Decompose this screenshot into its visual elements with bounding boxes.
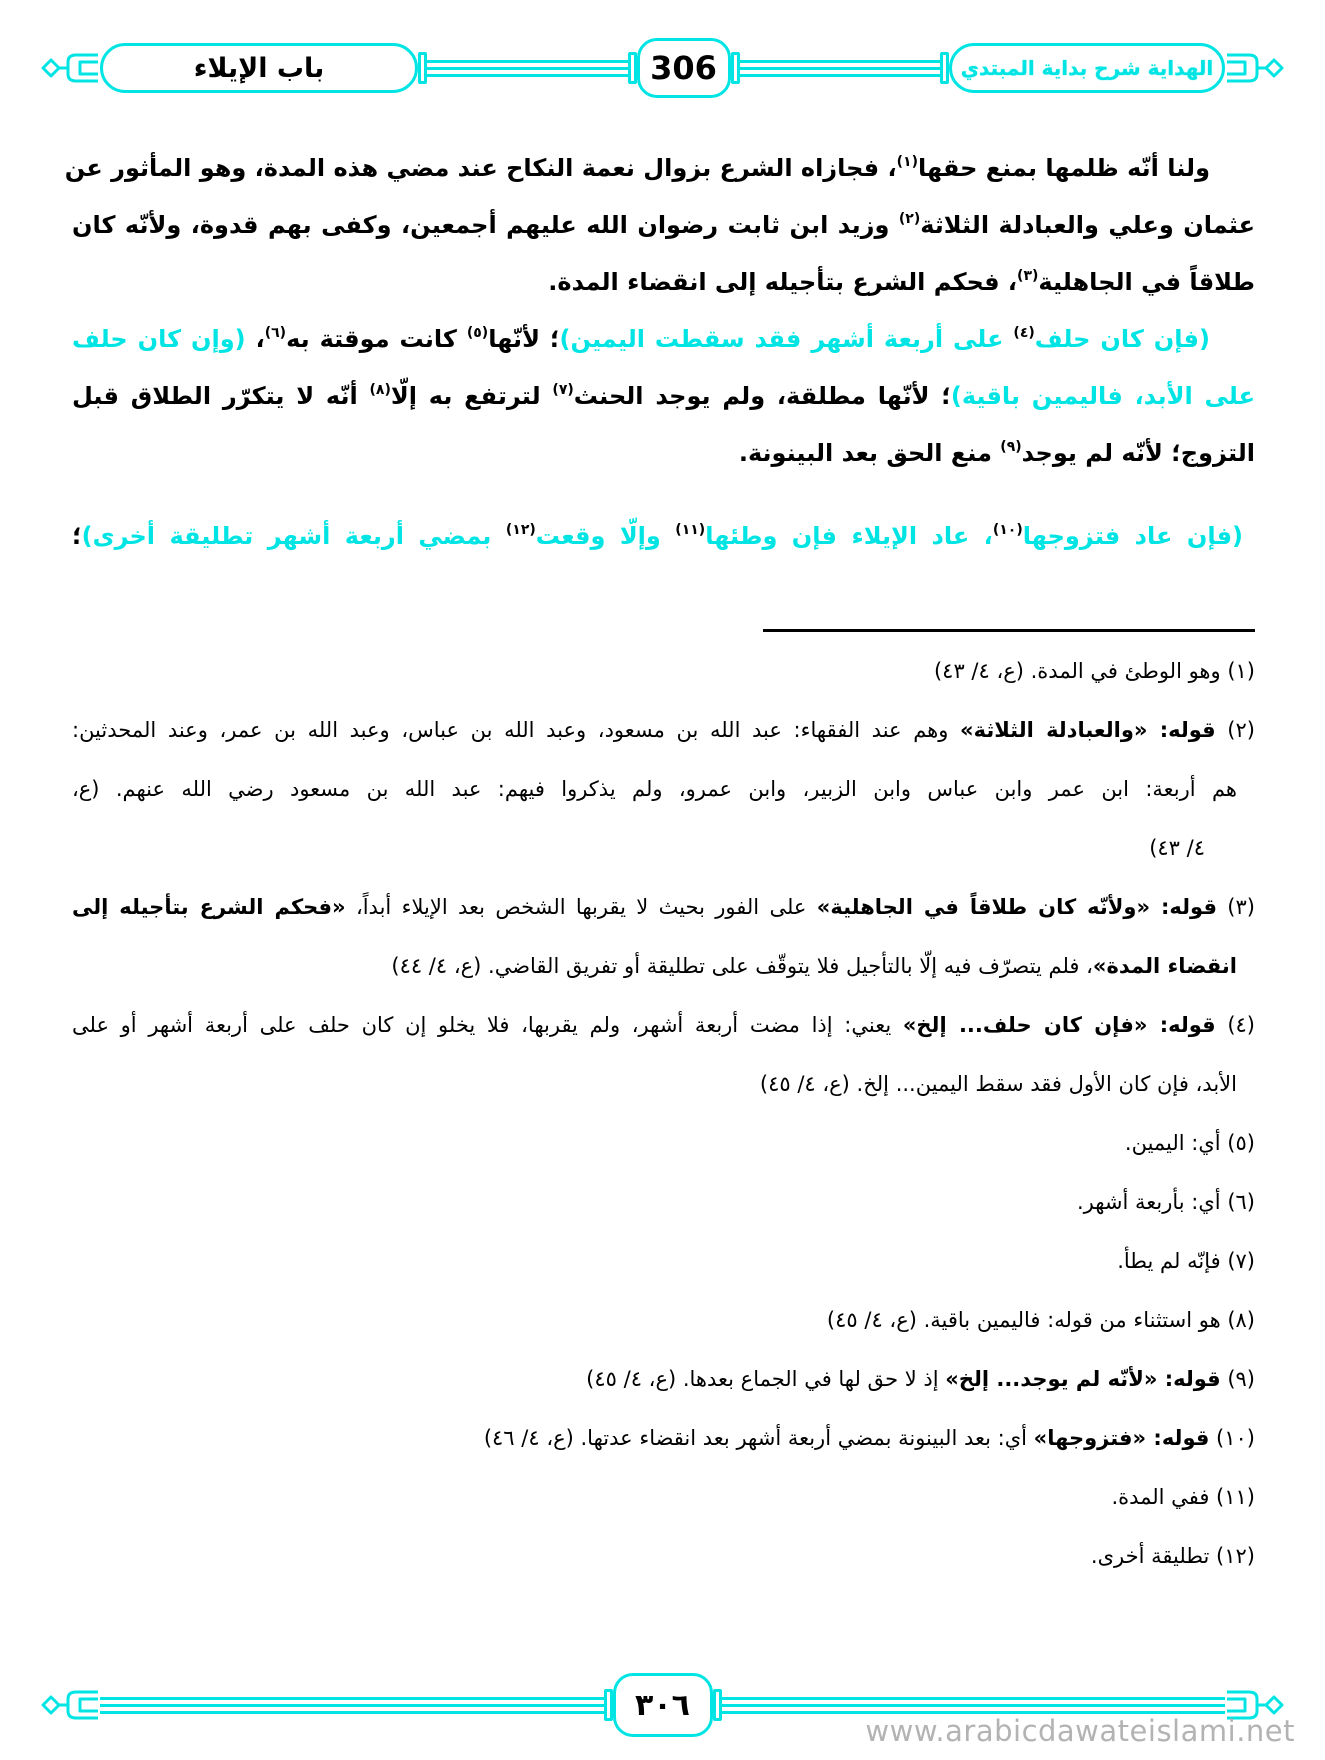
text-run: على الأبد، فاليمين باقية): [950, 382, 1255, 410]
text-run: وإلّا وقعت: [535, 522, 676, 550]
header-band: [40, 36, 1285, 100]
footnote-ref-marker: (٣): [1017, 268, 1039, 284]
text-run: التزوج؛ لأنّه لم يوجد: [1021, 439, 1255, 467]
footnote-divider: [763, 629, 1255, 632]
footnote-ref-marker: (٥): [466, 325, 489, 341]
text-run: قوله: «والعبادلة الثلاثة»: [960, 718, 1216, 742]
header-rule-left: [418, 36, 637, 100]
text-run: (١٢) تطليقة أخرى.: [1090, 1544, 1255, 1568]
text-run: (٥) أي: اليمين.: [1124, 1131, 1255, 1155]
text-run: ؛ لأنّها: [488, 325, 560, 353]
text-run: (٨) هو استثناء من قوله: فاليمين باقية. (ع، ٤/ ٤٥): [826, 1308, 1255, 1332]
footnote-ref-marker: (٧): [552, 382, 574, 398]
chapter-title: باب الإيلاء: [193, 52, 325, 84]
text-run: (٢): [1215, 718, 1255, 742]
matn-line: [72, 425, 1255, 482]
text-run: على أربعة أشهر فقد سقطت اليمين): [559, 325, 1014, 353]
text-run: (١١) ففي المدة.: [1111, 1485, 1255, 1509]
main-text: [64, 140, 1256, 565]
header-right-end-ornament: [1225, 43, 1285, 93]
footnote-line: [72, 760, 1255, 819]
text-run: ، فحكم الشرع بتأجيله إلى انقضاء المدة.: [548, 268, 1018, 296]
text-run: إذ لا حق لها في الجماع بعدها. (ع، ٤/ ٤٥): [586, 1367, 946, 1391]
footnote-line: [72, 878, 1255, 937]
triple-rule: [740, 60, 941, 77]
footnotes: [72, 642, 1255, 1586]
text-run: (فإن كان حلف: [1034, 325, 1210, 353]
footnote-ref-marker: (١٠): [992, 522, 1023, 538]
footer-left-end-ornament: [40, 1680, 100, 1730]
text-run: ، فجازاه الشرع بزوال نعمة النكاح عند مضي هذه المدة، وهو المأثور عن: [64, 154, 897, 182]
triple-rule: [427, 60, 628, 77]
footnote-ref-marker: (٦): [264, 325, 287, 341]
text-run: يعني: إذا مضت أربعة أشهر، ولم يقربها، فلا يخلو إن كان حلف على أربعة أشهر أو على: [72, 1013, 903, 1037]
text-run: (١) وهو الوطئ في المدة. (ع، ٤/ ٤٣): [933, 659, 1255, 683]
footnote-line: [72, 1350, 1255, 1409]
footnote-line: [72, 1055, 1255, 1114]
rule-clamp: [604, 1689, 613, 1721]
text-run: كانت موقتة به: [286, 325, 467, 353]
text-run: ، فلم يتصرّف فيه إلّا بالتأجيل فلا يتوقّف على تطليقة أو تفريق القاضي. (ع، ٤/ ٤٤): [391, 954, 1093, 978]
triple-rule: [100, 1697, 604, 1714]
footnote-line: [72, 1232, 1255, 1291]
rule-clamp: [418, 52, 427, 84]
text-run: ، عاد الإيلاء فإن وطئها: [705, 522, 993, 550]
footnote-line: [72, 937, 1255, 996]
matn-line: [64, 140, 1255, 197]
rule-clamp: [628, 52, 637, 84]
footnote-line: [72, 1409, 1255, 1468]
text-run: قوله: «فإن كان حلف... إلخ»: [902, 1013, 1216, 1037]
text-run: (فإن عاد فتزوجها: [1022, 522, 1244, 550]
text-run: قوله: «لأنّه لم يوجد... إلخ»: [945, 1367, 1221, 1391]
footnote-ref-marker: (١١): [675, 522, 706, 538]
footnote-line: [72, 642, 1255, 701]
text-run: أي: بعد البينونة بمضي أربعة أشهر بعد انقضاء عدتها. (ع، ٤/ ٤٦): [483, 1426, 1034, 1450]
book-title-box: [949, 43, 1225, 93]
footnote-line: [72, 1291, 1255, 1350]
footnote-ref-marker: (١): [896, 154, 918, 170]
text-run: هم أربعة: ابن عمر وابن عباس وابن الزبير، وابن عمرو، ولم يذكروا فيهم: عبد الله بن مسعود رضي الله عنهم. (ع،: [72, 777, 1237, 801]
text-run: وهم عند الفقهاء: عبد الله بن مسعود، وعبد الله بن عباس، وعبد الله بن عمر، وعند المحدثين:: [72, 718, 961, 742]
footnote-ref-marker: (١٢): [505, 522, 536, 538]
page-number-top: 306: [637, 38, 731, 98]
footnote-ref-marker: (٢): [898, 211, 921, 227]
matn-line: [72, 254, 1255, 311]
text-run: ؛ لأنّها مطلقة، ولم يوجد الحنث: [573, 382, 951, 410]
text-run: وزيد ابن ثابت رضوان الله عليهم أجمعين، وكفى بهم قدوة، ولأنّه كان: [72, 211, 899, 239]
text-run: ،: [245, 325, 265, 353]
footnote-line: [72, 1173, 1255, 1232]
text-run: انقضاء المدة»: [1092, 954, 1237, 978]
footnote-ref-marker: (٤): [1013, 325, 1035, 341]
text-run: لترتفع به إلّا: [390, 382, 553, 410]
matn-line: [72, 508, 1255, 565]
footnote-line: [72, 996, 1255, 1055]
text-run: ؛: [72, 522, 82, 550]
text-run: عثمان وعلي والعبادلة الثلاثة: [920, 211, 1256, 239]
text-run: طلاقاً في الجاهلية: [1038, 268, 1255, 296]
footnote-line: [72, 1468, 1255, 1527]
text-run: أنّه لا يتكرّر الطلاق قبل: [72, 382, 370, 410]
footnote-line: [72, 1527, 1255, 1586]
rule-clamp: [940, 52, 949, 84]
footer-rule-left: [100, 1672, 613, 1738]
footnote-line: [72, 701, 1255, 760]
text-run: (٩): [1220, 1367, 1255, 1391]
footnote-line: [72, 819, 1255, 878]
rule-clamp: [731, 52, 740, 84]
matn-line: [72, 197, 1255, 254]
header-left-end-ornament: [40, 43, 100, 93]
triple-rule: [722, 1697, 1226, 1714]
text-run: الأبد، فإن كان الأول فقد سقط اليمين... إلخ. (ع، ٤/ ٤٥): [759, 1072, 1237, 1096]
matn-line: [72, 368, 1255, 425]
book-title-calligraphy: الهداية شرح بداية المبتدي: [960, 56, 1214, 80]
text-run: (٦) أي: بأربعة أشهر.: [1076, 1190, 1255, 1214]
text-run: ولنا أنّه ظلمها بمنع حقها: [917, 154, 1210, 182]
page-number-bottom: ٣٠٦: [613, 1673, 713, 1737]
rule-clamp: [713, 1689, 722, 1721]
text-run: قوله: «فتزوجها»: [1033, 1426, 1210, 1450]
text-run: (٤): [1215, 1013, 1255, 1037]
text-run: (١٠): [1209, 1426, 1255, 1450]
watermark-url: www.arabicdawateislami.net: [865, 1714, 1295, 1748]
header-rule-right: [731, 36, 950, 100]
footnote-ref-marker: (٨): [369, 382, 391, 398]
text-run: (وإن كان حلف: [72, 325, 246, 353]
text-run: على الفور بحيث لا يقربها الشخص بعد الإيلاء أبداً،: [345, 895, 817, 919]
chapter-title-box: [100, 43, 418, 93]
text-run: قوله: «ولأنّه كان طلاقاً في الجاهلية»: [816, 895, 1217, 919]
footnote-line: [72, 1114, 1255, 1173]
text-run: «فحكم الشرع بتأجيله إلى: [72, 895, 346, 919]
text-run: ٤/ ٤٣): [1149, 836, 1205, 860]
matn-line: [72, 311, 1255, 368]
text-run: (٧) فإنّه لم يطأ.: [1117, 1249, 1255, 1273]
text-run: منع الحق بعد البينونة.: [738, 439, 1001, 467]
text-run: بمضي أربعة أشهر تطليقة أخرى): [81, 522, 506, 550]
text-run: (٣): [1216, 895, 1255, 919]
footnote-ref-marker: (٩): [1000, 439, 1022, 455]
